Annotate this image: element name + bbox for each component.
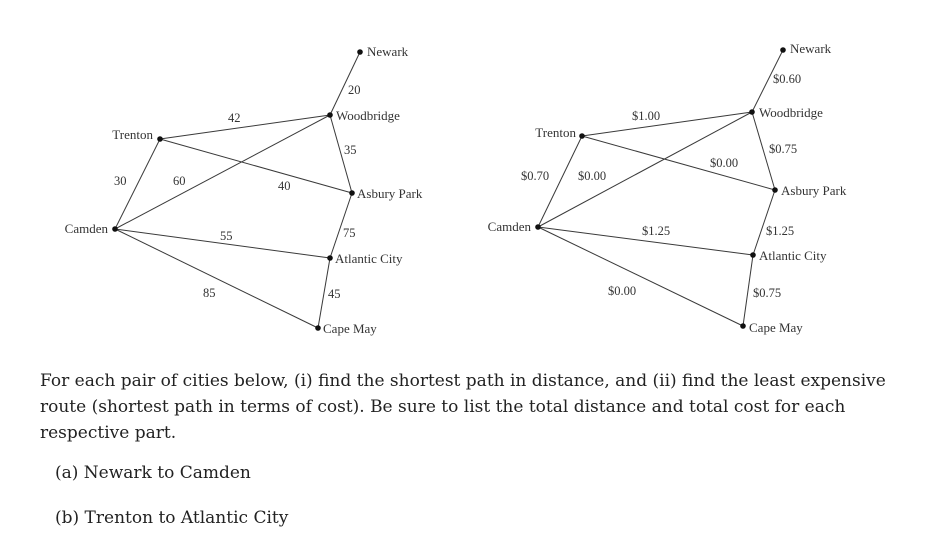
- node-atlantic-city: [750, 252, 756, 258]
- distance-graph: [0, 0, 476, 350]
- label-newark: Newark: [367, 44, 409, 59]
- weight-trenton-camden: $0.70: [521, 169, 550, 183]
- node-newark: [357, 49, 363, 55]
- label-asbury-park: Asbury Park: [781, 183, 847, 198]
- node-cape-may: [740, 323, 746, 329]
- node-woodbridge: [327, 112, 333, 118]
- node-asbury-park: [349, 190, 355, 196]
- weight-camden-atlantic: 55: [220, 229, 233, 243]
- node-cape-may: [315, 325, 321, 331]
- question-part-b: (b) Trenton to Atlantic City: [55, 508, 289, 528]
- edge-atlantic-capemay: [743, 255, 753, 326]
- label-trenton: Trenton: [112, 127, 153, 142]
- weight-trenton-asbury: $0.00: [710, 156, 739, 170]
- edge-trenton-asbury: [582, 136, 775, 190]
- label-trenton: Trenton: [535, 125, 576, 140]
- weight-trenton-camden: 30: [114, 174, 127, 188]
- label-atlantic-city: Atlantic City: [759, 248, 827, 263]
- weight-camden-woodbridge: $0.00: [578, 169, 607, 183]
- weight-woodbridge-asbury: $0.75: [769, 142, 798, 156]
- label-camden: Camden: [487, 219, 531, 234]
- node-woodbridge: [749, 109, 755, 115]
- weight-woodbridge-asbury: 35: [344, 143, 357, 157]
- edge-trenton-woodbridge: [160, 115, 330, 139]
- node-trenton: [579, 133, 585, 139]
- weight-newark-woodbridge: 20: [348, 83, 361, 97]
- cost-graph: [476, 0, 952, 350]
- weight-atlantic-capemay: 45: [328, 287, 341, 301]
- edge-trenton-woodbridge: [582, 112, 752, 136]
- label-cape-may: Cape May: [323, 321, 377, 336]
- label-camden: Camden: [64, 221, 108, 236]
- node-newark: [780, 47, 786, 53]
- question-part-a: (a) Newark to Camden: [55, 463, 251, 483]
- weight-asbury-atlantic: $1.25: [766, 224, 795, 238]
- node-atlantic-city: [327, 255, 333, 261]
- weight-camden-atlantic: $1.25: [642, 224, 671, 238]
- node-asbury-park: [772, 187, 778, 193]
- weight-asbury-atlantic: 75: [343, 226, 356, 240]
- weight-atlantic-capemay: $0.75: [753, 286, 782, 300]
- weight-trenton-asbury: 40: [278, 179, 291, 193]
- edge-camden-capemay: [538, 227, 743, 326]
- label-woodbridge: Woodbridge: [759, 105, 823, 120]
- weight-camden-capemay: $0.00: [608, 284, 637, 298]
- label-asbury-park: Asbury Park: [357, 186, 423, 201]
- weight-camden-woodbridge: 60: [173, 174, 186, 188]
- label-woodbridge: Woodbridge: [336, 108, 400, 123]
- weight-trenton-woodbridge: 42: [228, 111, 241, 125]
- weight-trenton-woodbridge: $1.00: [632, 109, 661, 123]
- edge-camden-capemay: [115, 229, 318, 328]
- node-trenton: [157, 136, 163, 142]
- label-cape-may: Cape May: [749, 320, 803, 335]
- weight-newark-woodbridge: $0.60: [773, 72, 802, 86]
- node-camden: [535, 224, 541, 230]
- edge-asbury-atlantic: [753, 190, 775, 255]
- node-camden: [112, 226, 118, 232]
- question-prompt: For each pair of cities below, (i) find the shortest path in distance, and (ii) find the least expensive route (shortest path in terms of cost). Be sure to list the total distance and total cost for each respective part.: [40, 371, 886, 443]
- edge-trenton-asbury: [160, 139, 352, 193]
- label-atlantic-city: Atlantic City: [335, 251, 403, 266]
- label-newark: Newark: [790, 41, 832, 56]
- weight-camden-capemay: 85: [203, 286, 216, 300]
